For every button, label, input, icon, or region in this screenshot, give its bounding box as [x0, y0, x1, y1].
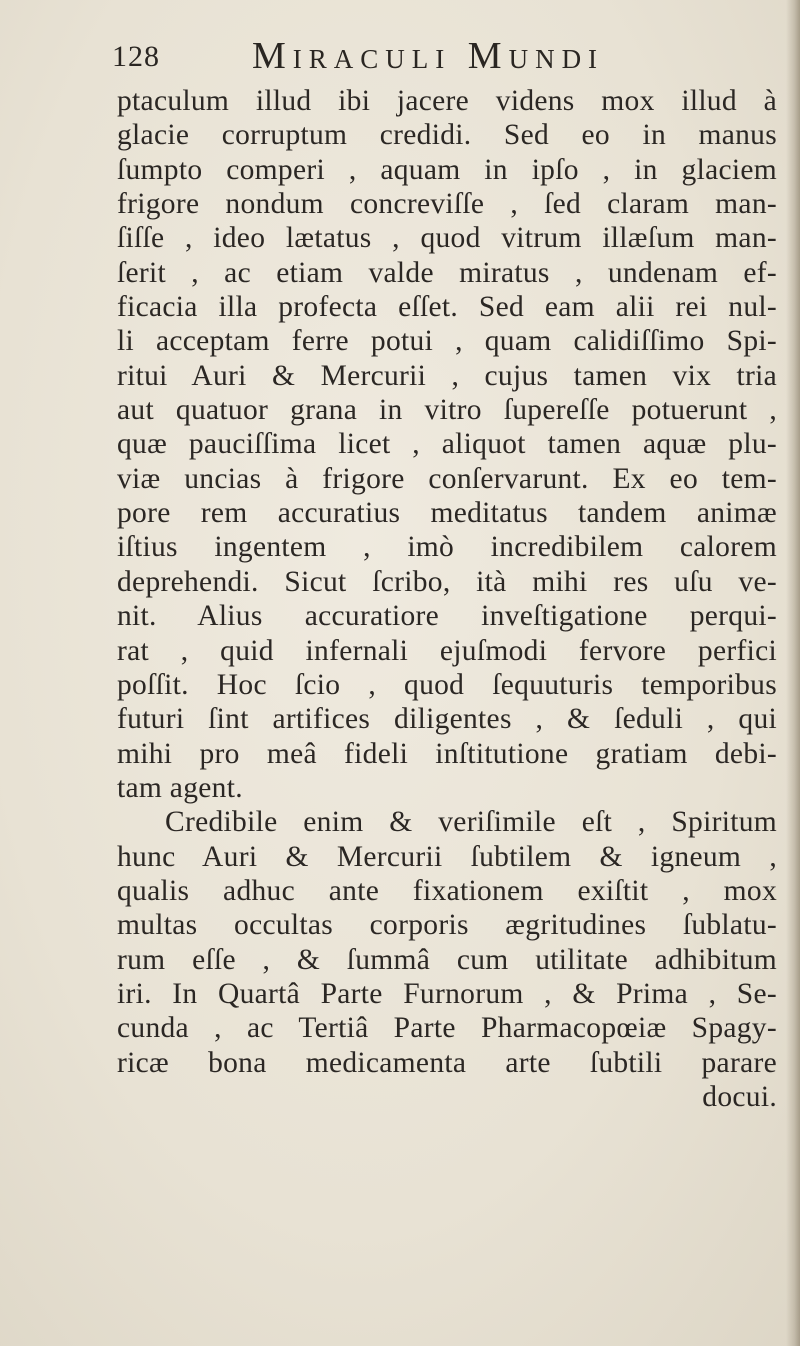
text-line: mihi pro meâ fideli inſtitutione gratiam debi-	[117, 737, 777, 770]
page-edge-shadow	[786, 0, 800, 1346]
text-line: ritui Auri & Mercurii , cujus tamen vix tria	[117, 359, 777, 392]
text-line: cunda , ac Tertiâ Parte Pharmacopœiæ Spagy-	[117, 1012, 777, 1045]
text-line: tam agent.	[117, 771, 243, 804]
text-line: poſſit. Hoc ſcio , quod ſequuturis temporibus	[117, 668, 777, 701]
text-line: glacie corruptum credidi. Sed eo in manus	[117, 119, 777, 152]
text-line: ſiſſe , ideo lætatus , quod vitrum illæſum man-	[117, 222, 777, 255]
page-header	[112, 34, 762, 78]
text-line: frigore nondum concreviſſe , ſed claram man-	[117, 188, 777, 221]
text-line: li acceptam ferre potui , quam calidiſſimo Spi-	[117, 325, 777, 358]
text-line: rat , quid infernali ejuſmodi fervore perfici	[117, 634, 777, 667]
body-text	[117, 84, 777, 1114]
text-line: aut quatuor grana in vitro ſupereſſe potuerunt ,	[117, 394, 777, 427]
text-line: quæ pauciſſima licet , aliquot tamen aquæ plu-	[117, 428, 777, 461]
text-line: multas occultas corporis ægritudines ſublatu-	[117, 909, 777, 942]
text-line: rum eſſe , & ſummâ cum utilitate adhibitum	[117, 943, 777, 976]
text-line: ficacia illa profecta eſſet. Sed eam alii rei nul-	[117, 291, 777, 324]
text-line: iſtius ingentem , imò incredibilem calorem	[117, 531, 777, 564]
page-number: 128	[112, 40, 160, 73]
text-line: pore rem accuratius meditatus tandem animæ	[117, 497, 777, 530]
text-line: ptaculum illud ibi jacere videns mox illud à	[117, 85, 777, 117]
text-line-paragraph-start: Credibile enim & veriſimile eſt , Spiritum	[165, 806, 777, 839]
text-line: nit. Alius accuratiore inveſtigatione perqui-	[117, 600, 777, 633]
text-line: viæ uncias à frigore conſervarunt. Ex eo tem-	[117, 462, 777, 495]
text-line: ricæ bona medicamenta arte ſubtili parare	[117, 1046, 777, 1079]
catchword: docui.	[702, 1080, 777, 1113]
text-line: deprehendi. Sicut ſcribo, ità mihi res uſu ve-	[117, 565, 777, 598]
text-line: futuri ſint artifices diligentes , & ſeduli , qui	[117, 703, 777, 736]
text-line: hunc Auri & Mercurii ſubtilem & igneum ,	[117, 840, 777, 873]
text-line: ſumpto comperi , aquam in ipſo , in glaciem	[117, 153, 777, 186]
text-line: ſerit , ac etiam valde miratus , undenam ef-	[117, 256, 777, 289]
running-title: Miraculi Mundi	[252, 35, 605, 77]
text-line: qualis adhuc ante fixationem exiſtit , mox	[117, 874, 777, 907]
text-line: iri. In Quartâ Parte Furnorum , & Prima , Se-	[117, 977, 777, 1010]
